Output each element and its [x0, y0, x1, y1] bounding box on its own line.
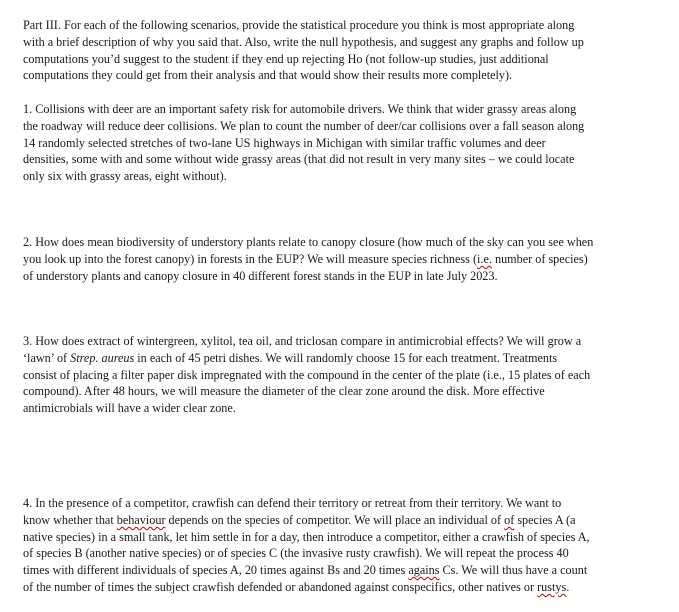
intro-line-2: with a brief description of why you said that. Also, write the null hypothesis, and suggest any graphs and follow up — [23, 34, 584, 49]
q1-line-5: only six with grassy areas, eight without). — [23, 169, 227, 184]
spellcheck-ie[interactable]: i.e. — [477, 251, 492, 266]
q1-line-1: 1. Collisions with deer are an important safety risk for automobile drivers. We think that wider grassy areas along — [23, 102, 577, 116]
intro-line-3: computations you’d suggest to the student if they end up rejecting Ho (not follow-up studies, just additional — [23, 51, 549, 66]
spellcheck-behaviour[interactable]: behaviour — [116, 512, 166, 527]
q4-line-3: native species) in a small tank, let him settle in for a day, then introduce a competitor, either a crawfish of species A, — [23, 529, 590, 544]
q2-line-1: 2. How does mean biodiversity of understory plants relate to canopy closure (how much of the sky can you see when — [23, 235, 594, 249]
q4-line-2-before: know whether that — [23, 512, 117, 527]
q3-line-4: compound). After 48 hours, we will measure the diameter of the clear zone around the disk. More effective — [23, 384, 545, 399]
q4-line-1: 4. In the presence of a competitor, crawfish can defend their territory or retreat from their territory. We want to — [23, 496, 562, 510]
intro-paragraph — [23, 17, 663, 84]
q4-line-5-after: Cs. We will thus have a count — [439, 563, 588, 578]
question-2 — [23, 234, 663, 284]
spellcheck-of[interactable]: of — [504, 512, 515, 527]
q4-line-5-before: times with different individuals of species A, 20 times against Bs and 20 times — [23, 563, 409, 578]
q4-line-2-after: species A (a — [514, 512, 576, 527]
q2-line-3: of understory plants and canopy closure in 40 different forest stands in the EUP in late July 2023. — [23, 268, 498, 283]
q3-line-3: consist of placing a filter paper disk impregnated with the compound in the center of the plate (i.e., 15 plates of each — [23, 367, 591, 382]
q1-line-3: 14 randomly selected stretches of two-lane US highways in Michigan with similar traffic volumes and deer — [23, 135, 546, 150]
q3-line-2-before: ‘lawn’ of — [23, 350, 71, 365]
intro-line-4: computations they could get from their analysis and that would show their results more completely). — [23, 68, 513, 83]
q1-line-2: the roadway will reduce deer collisions. We plan to count the number of deer/car collisions over a fall season along — [23, 118, 585, 133]
spellcheck-agains[interactable]: agains — [408, 563, 440, 578]
q4-line-6-after: . — [566, 579, 570, 594]
q2-line-2-before: you look up into the forest canopy) in forests in the EUP? We will measure species richness ( — [23, 251, 478, 266]
question-3 — [23, 333, 663, 417]
q2-line-2 — [23, 251, 663, 268]
q3-line-2-after: in each of 45 petri dishes. We will randomly choose 15 for each treatment. Treatments — [134, 350, 558, 365]
question-4 — [23, 495, 663, 596]
q3-line-2 — [23, 350, 663, 367]
q4-line-2 — [23, 512, 663, 529]
q4-line-2-mid: depends on the species of competitor. We will place an individual of — [165, 512, 505, 527]
q3-line-5: antimicrobials will have a wider clear zone. — [23, 401, 236, 416]
q3-line-1: 3. How does extract of wintergreen, xylitol, tea oil, and triclosan compare in antimicrobial effects? We will grow a — [23, 334, 582, 348]
q4-line-6-before: of the number of times the subject crawfish defended or abandoned against conspecifics, other natives or — [23, 579, 538, 594]
species-name-italic: Strep. aureus — [70, 350, 135, 365]
question-1 — [23, 101, 663, 185]
q2-line-2-after: number of species) — [491, 251, 588, 266]
q4-line-4: of species B (another native species) or of species C (the invasive rusty crawfish). We will repeat the process 40 — [23, 546, 569, 561]
spellcheck-rustys[interactable]: rustys — [537, 579, 567, 594]
q4-line-6 — [23, 579, 663, 596]
q4-line-5 — [23, 562, 663, 579]
q1-line-4: densities, some with and some without wide grassy areas (that did not result in very many sites – we could locate — [23, 152, 575, 167]
intro-line-1: Part III. For each of the following scenarios, provide the statistical procedure you think is most appropriate along — [23, 18, 575, 32]
